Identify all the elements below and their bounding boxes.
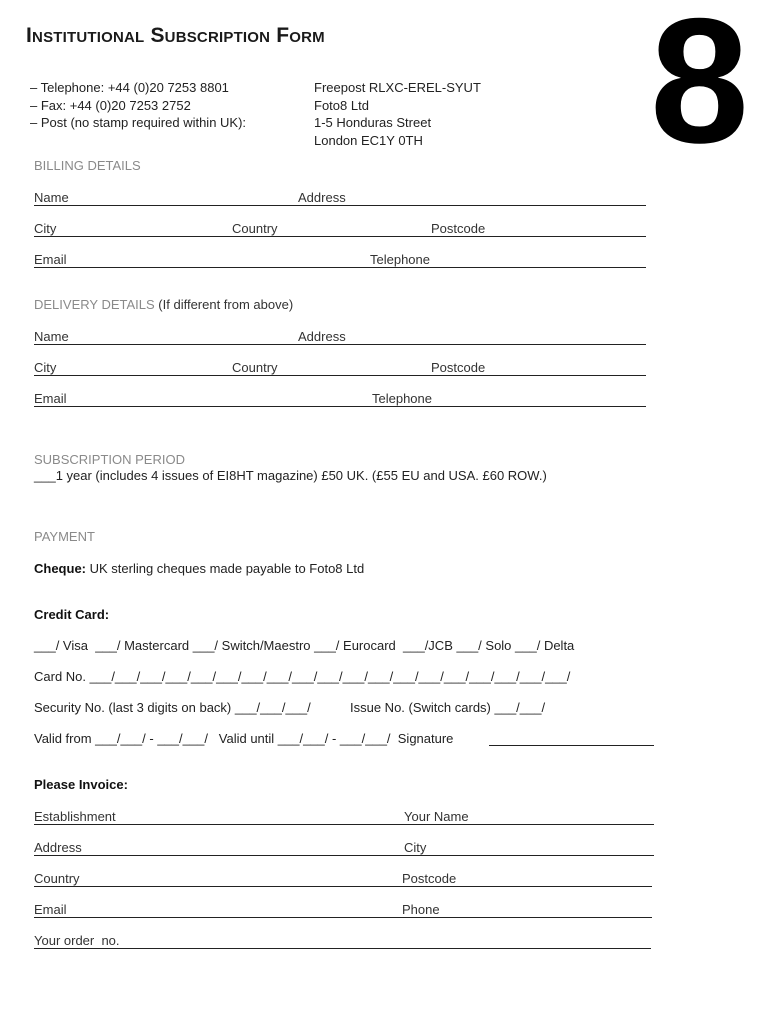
invoice-row-email [34,900,652,918]
delivery-email-line[interactable] [34,406,646,407]
contact-methods [30,79,246,132]
invoice-your-name-label: Your Name [404,809,469,824]
delivery-row-email [34,389,646,407]
billing-row-email [34,250,646,268]
issue-number-badge: 8 [650,0,745,180]
billing-postcode-label: Postcode [431,221,486,236]
validity-field[interactable]: Valid from ___/___/ - ___/___/ Valid until ___/___/ - ___/___/ Signature [34,731,454,746]
invoice-establishment-line[interactable] [34,824,654,825]
subscription-heading: SUBSCRIPTION PERIOD [34,452,185,467]
delivery-email-label: Email [34,391,67,406]
address-line-2: Foto8 Ltd [314,97,369,113]
contact-telephone: – Telephone: +44 (0)20 7253 8801 [30,80,229,95]
billing-city-label: City [34,221,57,236]
invoice-establishment-label: Establishment [34,809,116,824]
address-line-1: Freepost RLXC-EREL-SYUT [314,80,481,95]
invoice-row-establishment [34,807,654,825]
subscription-option-1-year[interactable]: ___1 year (includes 4 issues of EI8HT magazine) £50 UK. (£55 EU and USA. £60 ROW.) [34,468,547,483]
cheque-label: Cheque: [34,561,86,576]
invoice-order-line[interactable] [34,948,651,949]
credit-card-heading: Credit Card: [34,607,110,622]
billing-address-label: Address [298,190,346,205]
form-title: Institutional Subscription Form [26,24,325,47]
card-number-field[interactable]: Card No. ___/___/___/___/___/___/___/___/___/___/___/___/___/___/___/___/___/___/___/ [34,669,571,684]
postal-address [314,79,481,149]
billing-row-name [34,188,646,206]
billing-telephone-label: Telephone [370,252,430,267]
signature-line[interactable] [489,745,654,746]
delivery-address-label: Address [298,329,346,344]
contact-fax: – Fax: +44 (0)20 7253 2752 [30,97,191,113]
invoice-country-label: Country [34,871,80,886]
contact-post: – Post (no stamp required within UK): [30,115,247,130]
security-number-field[interactable]: Security No. (last 3 digits on back) ___/___/___/ [34,700,311,715]
delivery-postcode-label: Postcode [431,360,486,375]
invoice-phone-label: Phone [402,902,440,917]
delivery-city-label: City [34,360,57,375]
invoice-heading: Please Invoice: [34,777,128,792]
address-line-3: 1-5 Honduras Street [314,115,432,130]
delivery-heading-note: (If different from above) [158,297,294,312]
delivery-heading-text: DELIVERY DETAILS [34,297,155,312]
invoice-order-label: Your order no. [34,933,120,948]
billing-city-line[interactable] [34,236,646,237]
invoice-country-line[interactable] [34,886,652,887]
delivery-telephone-label: Telephone [372,391,432,406]
invoice-address-label: Address [34,840,82,855]
invoice-city-label: City [404,840,427,855]
billing-name-line[interactable] [34,205,646,206]
invoice-email-label: Email [34,902,67,917]
cheque-line [34,561,364,576]
billing-heading: BILLING DETAILS [34,158,141,173]
invoice-row-country [34,869,652,887]
delivery-country-label: Country [232,360,278,375]
cheque-text: UK sterling cheques made payable to Foto8 Ltd [86,561,365,576]
delivery-heading [34,297,293,312]
invoice-row-order [34,931,651,949]
billing-email-label: Email [34,252,67,267]
billing-name-label: Name [34,190,69,205]
billing-country-label: Country [232,221,278,236]
invoice-address-line[interactable] [34,855,654,856]
invoice-email-line[interactable] [34,917,652,918]
billing-email-line[interactable] [34,267,646,268]
delivery-row-name [34,327,646,345]
billing-row-city [34,219,646,237]
card-type-options[interactable]: ___/ Visa ___/ Mastercard ___/ Switch/Maestro ___/ Eurocard ___/JCB ___/ Solo ___/ Delta [34,638,575,653]
invoice-postcode-label: Postcode [402,871,457,886]
delivery-name-line[interactable] [34,344,646,345]
delivery-city-line[interactable] [34,375,646,376]
issue-number-field[interactable]: Issue No. (Switch cards) ___/___/ [350,700,546,715]
address-line-4: London EC1Y 0TH [314,132,423,148]
delivery-name-label: Name [34,329,69,344]
invoice-row-address [34,838,654,856]
payment-heading: PAYMENT [34,529,95,544]
delivery-row-city [34,358,646,376]
